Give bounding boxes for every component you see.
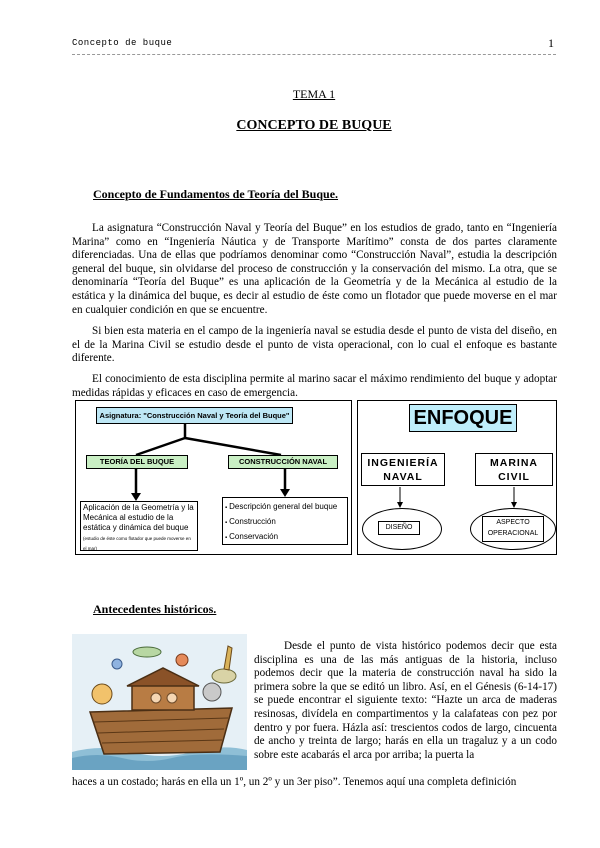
page-title: CONCEPTO DE BUQUE: [236, 118, 392, 133]
section2-heading: Antecedentes históricos.: [93, 602, 217, 616]
noahs-ark-illustration: [72, 634, 247, 770]
marina-civil-box: MARINA CIVIL: [475, 453, 553, 486]
branch-teoria-label: TEORÍA DEL BUQUE: [86, 455, 188, 469]
diseno-value: DISEÑO: [378, 521, 420, 535]
arrow-head-right: [280, 489, 290, 497]
header-rule: [72, 54, 556, 55]
branch-construccion-label: CONSTRUCCIÓN NAVAL: [228, 455, 338, 469]
section2-paragraph-continued: haces a un costado; harás en ella un 1º, un 2º y un 3er piso”. Tenemos aquí una completa definición: [72, 776, 517, 788]
arrow-head-left: [131, 493, 141, 501]
branch-construccion-list: [222, 497, 348, 545]
page-number: 1: [548, 36, 554, 50]
section2-paragraph-wrapped: Desde el punto de vista histórico podemos decir que esta disciplina es una de las más antiguas de la historia, incluso podemos decir que la materia de construcción naval ha sido la primera sobre la que se editó un libro. Así, en el Génesis (6-14-17) se puede encontrar el siguiente texto: “Hazte un arca de maderas resinosas, divídela en compartimentos y la calafateas con pez por dentro y por fuera. Házla así: trescientos codos de largo, cincuenta de ancho y treinta de largo; harás en ella un tragaluz y a un codo sobre este acabarás el arca por arriba; la puerta la: [254, 640, 557, 761]
construccion-item: ▪ Conservación: [225, 530, 345, 545]
tema-label: TEMA 1: [292, 87, 336, 101]
subject-structure-diagram: [75, 400, 352, 555]
operacional-value: ASPECTO OPERACIONAL: [482, 516, 544, 542]
connector-right: [185, 438, 281, 455]
section1-heading: Concepto de Fundamentos de Teoría del Buque.: [93, 187, 339, 201]
section1-paragraph-1: La asignatura “Construcción Naval y Teoría del Buque” en los estudios de grado, tanto en “Ingeniería Marina” como en “Ingeniería Náutica y de Transporte Marítimo” consta de dos partes claramente diferenciadas. Una de ellas que podríamos denominar como “Construcción Naval”, estudia la descripción general del buque, sin olvidarse del proceso de construcción y la conservación del mismo. La otra, que se denominaría “Teoría del Buque” es una aplicación de la Geometría y de la Mecánica al estudio de la estática y la dinámica del buque, es decir al estudio de éste como un flotador que puede moverse en el mar en cualquier condición en que se encuentre.: [72, 222, 557, 316]
construccion-item: ▪ Construcción: [225, 515, 345, 530]
ingenieria-naval-box: INGENIERÍA NAVAL: [361, 453, 445, 486]
connector-left: [136, 438, 185, 455]
construccion-item: ▪ Descripción general del buque: [225, 500, 345, 515]
enfoque-title: ENFOQUE: [409, 404, 517, 432]
branch-teoria-description: [80, 501, 198, 551]
enfoque-diagram: [357, 400, 557, 555]
teoria-description-text: Aplicación de la Geometría y la Mecánica al estudio de la estática y dinámica del buque: [83, 503, 194, 532]
subject-label: Asignatura: "Construcción Naval y Teoría del Buque": [96, 407, 293, 424]
running-header-title: Concepto de buque: [72, 38, 173, 48]
section1-paragraph-2: Si bien esta materia en el campo de la ingeniería naval se estudia desde el punto de vista del diseño, en el de la Marina Civil se estudio desde el punto de vista operacional, con lo cual el enfoque es bastante diferente.: [72, 325, 557, 365]
teoria-description-note: (estudio de éste como flotador que puede moverse en el mar): [83, 536, 191, 551]
section1-paragraph-3: El conocimiento de esta disciplina permite al marino sacar el máximo rendimiento del buque y adoptar medidas rápidas y eficaces en caso de emergencia.: [72, 373, 557, 399]
